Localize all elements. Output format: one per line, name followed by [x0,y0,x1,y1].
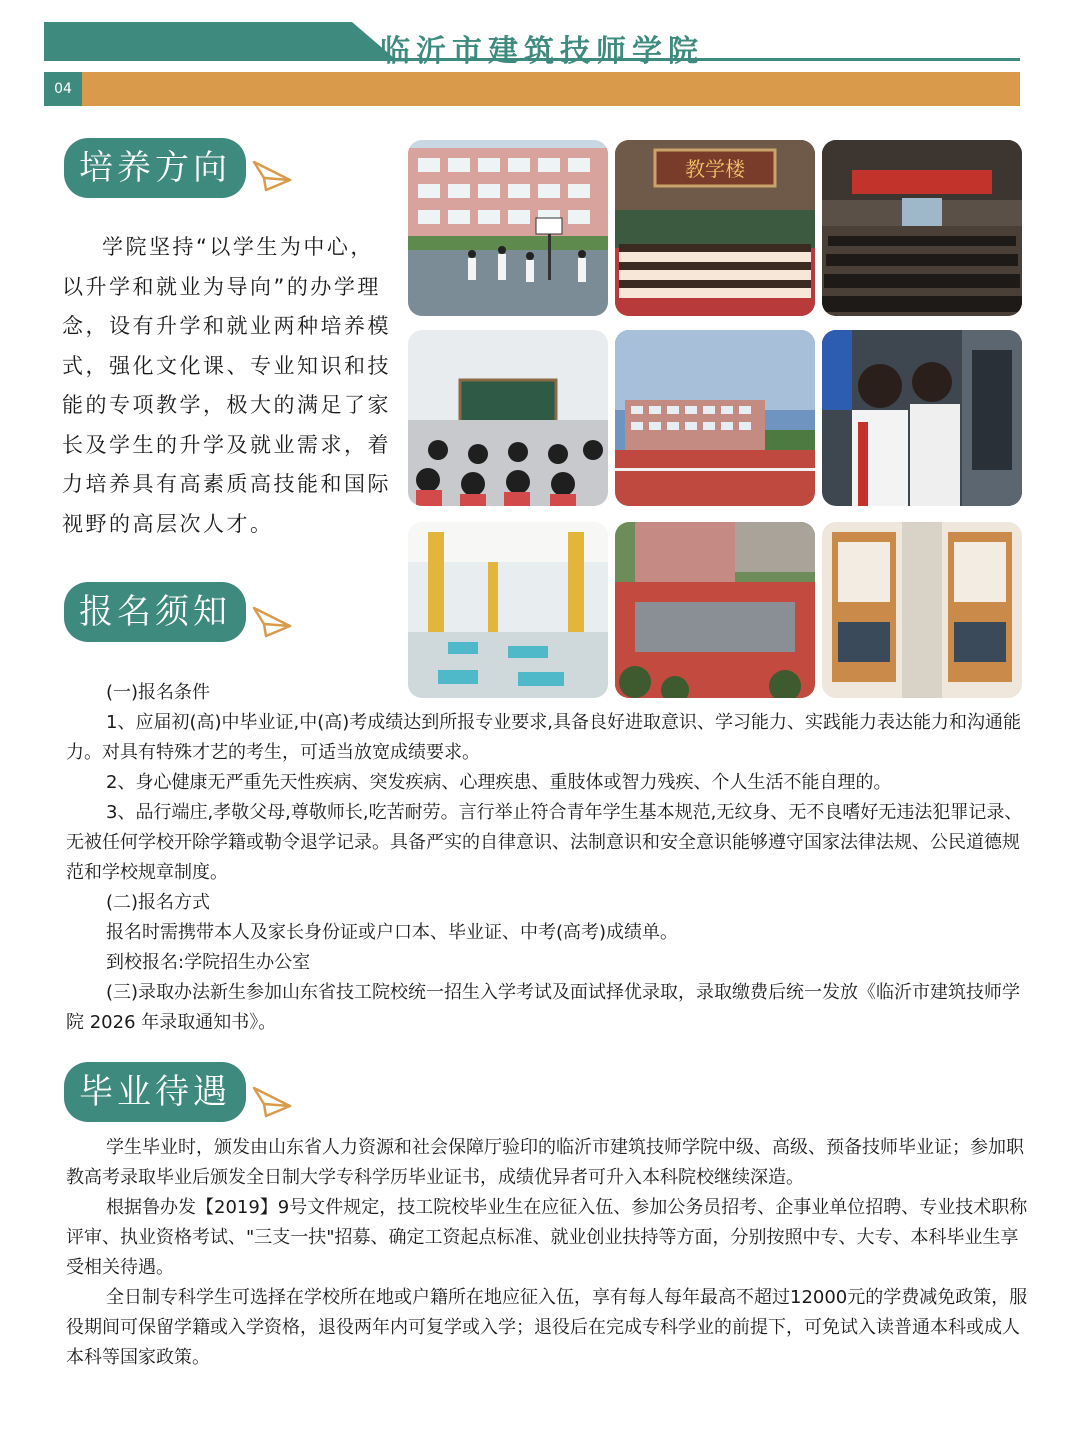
training-paragraph: 学院坚持“以学生为中心，以升学和就业为导向”的办学理念，设有升学和就业两种培养模式，强化文化课、专业知识和技能的专项教学，极大的满足了家长及学生的升学及就业需求，着力培养具有高素质高技能和国际视野的高层次人才。 [62,235,391,536]
method-heading: (二)报名方式 [106,892,211,913]
photo-canteen [408,522,608,698]
section-title-graduation: 毕业待遇 [64,1062,246,1122]
paper-plane-icon [252,158,292,194]
photo-teaching-building [615,140,815,316]
section-title-enrollment: 报名须知 [64,582,246,642]
page-number: 04 [44,72,82,106]
photo-dormitory [822,522,1022,698]
condition-heading: (一)报名条件 [106,682,211,703]
paper-plane-icon [252,604,292,640]
photo-aerial-assembly [615,522,815,698]
graduation-paragraph-1: 学生毕业时，颁发由山东省人力资源和社会保障厅验印的临沂市建筑技师学院中级、高级、预备技师毕业证；参加职教高考录取毕业后颁发全日制大学专科学历毕业证书，成绩优异者可升入本科院校继续深造。 [66,1137,1024,1188]
graduation-paragraph-3: 全日制专科学生可选择在学校所在地或户籍所在地应征入伍，享有每人每年最高不超过12000元的学费减免政策，服役期间可保留学籍或入学资格，退役两年内可复学或入学；退役后在完成专科学业的前提下，可免试入读普通本科或成人本科等国家政策。 [66,1287,1028,1368]
photo-basketball-court [408,140,608,316]
section-title-training: 培养方向 [64,138,246,198]
condition-item-2: 2、身心健康无严重先天性疾病、突发疾病、心理疾患、重肢体或智力残疾、个人生活不能自理的。 [106,772,892,793]
school-name: 临沂市建筑技师学院 [380,34,704,69]
method-item-2: 到校报名:学院招生办公室 [106,952,311,973]
condition-item-1: 1、应届初(高)中毕业证,中(高)考成绩达到所报专业要求,具备良好进取意识、学习能力、实践能力表达能力和沟通能力。对具有特殊才艺的考生，可适当放宽成绩要求。 [66,712,1021,763]
paper-plane-icon [252,1084,292,1120]
photo-classroom [408,330,608,506]
photo-campus-building [615,330,815,506]
graduation-content [66,1133,1034,1373]
page-bar [44,72,1020,106]
photo-grid [408,140,1028,700]
photo-training-lab [822,330,1022,506]
building-sign: 教学楼 [685,157,745,181]
method-item-1: 报名时需携带本人及家长身份证或户口本、毕业证、中考(高考)成绩单。 [106,922,679,943]
admission-method: (三)录取办法新生参加山东省技工院校统一招生入学考试及面试择优录取，录取缴费后统一发放《临沂市建筑技师学院 2026 年录取通知书》。 [66,982,1021,1033]
header-banner [44,22,394,58]
enrollment-content [66,678,1034,1038]
photo-auditorium [822,140,1022,316]
graduation-paragraph-2: 根据鲁办发【2019】9号文件规定，技工院校毕业生在应征入伍、参加公务员招考、企事业单位招聘、专业技术职称评审、执业资格考试、"三支一扶"招募、确定工资起点标准、就业创业扶持等方面，分别按照中专、大专、本科毕业生享受相关待遇。 [66,1197,1028,1278]
condition-item-3: 3、品行端庄,孝敬父母,尊敬师长,吃苦耐劳。言行举止符合青年学生基本规范,无纹身、无不良嗜好无违法犯罪记录、无被任何学校开除学籍或勒令退学记录。具备严实的自律意识、法制意识和安全意识能够遵守国家法律法规、公民道德规范和学校规章制度。 [66,802,1023,883]
